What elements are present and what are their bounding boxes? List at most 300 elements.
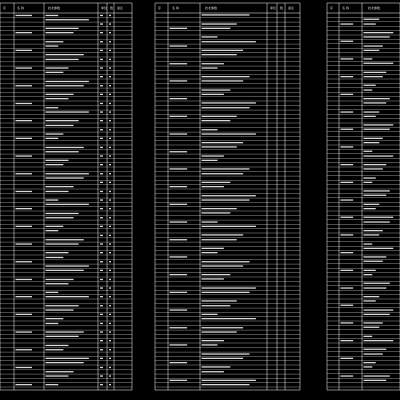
cell-text-block xyxy=(46,265,89,266)
cell-text-block xyxy=(16,261,33,262)
cell-text-block xyxy=(170,344,188,345)
cell-text-block xyxy=(364,296,380,297)
cell-text-block xyxy=(109,261,111,262)
cell-text-block xyxy=(109,305,111,306)
cell-text-block xyxy=(100,296,103,297)
header-unit: 单位 xyxy=(101,6,108,10)
cell-text-block xyxy=(202,94,224,95)
cell-text-block xyxy=(202,67,218,68)
cell-text-block xyxy=(202,305,231,306)
header-spec: 技术参数 xyxy=(48,6,61,10)
cell-text-block xyxy=(100,287,103,288)
cell-text-block xyxy=(202,384,250,385)
cell-text-block xyxy=(46,81,89,82)
cell-text-block xyxy=(109,296,111,297)
cell-text-block xyxy=(364,217,394,218)
cell-text-block xyxy=(170,274,188,275)
cell-text-block xyxy=(364,195,387,196)
cell-text-block xyxy=(109,331,111,332)
cell-text-block xyxy=(16,155,33,156)
cell-text-block xyxy=(170,380,188,381)
cell-text-block xyxy=(109,375,111,376)
cell-text-block xyxy=(109,32,111,33)
cell-text-block xyxy=(46,147,84,148)
cell-text-block xyxy=(170,239,188,240)
cell-text-block xyxy=(341,94,354,95)
cell-text-block xyxy=(364,309,394,310)
cell-text-block xyxy=(202,221,218,222)
cell-text-block xyxy=(100,129,103,130)
cell-text-block xyxy=(46,199,59,200)
cell-text-block xyxy=(109,243,111,244)
cell-text-block xyxy=(46,191,69,192)
cell-text-block xyxy=(202,208,237,209)
cell-text-block xyxy=(202,129,218,130)
cell-text-block xyxy=(202,278,224,279)
cell-text-block xyxy=(46,133,64,134)
cell-text-block xyxy=(100,85,103,86)
cell-text-block xyxy=(100,226,103,227)
cell-text-block xyxy=(341,287,354,288)
cell-text-block xyxy=(109,103,111,104)
cell-text-block xyxy=(364,380,387,381)
cell-text-block xyxy=(109,340,111,341)
header-name: 名 称 xyxy=(17,6,24,10)
cell-text-block xyxy=(202,160,218,161)
cell-text-block xyxy=(109,23,111,24)
cell-text-block xyxy=(364,230,383,231)
cell-text-block xyxy=(46,19,89,20)
cell-text-block xyxy=(364,164,387,165)
cell-text-block xyxy=(46,362,84,363)
cell-text-block xyxy=(109,199,111,200)
cell-text-block xyxy=(16,296,33,297)
cell-text-block xyxy=(16,85,33,86)
cell-text-block xyxy=(364,72,387,73)
cell-text-block xyxy=(341,58,354,59)
cell-text-block xyxy=(364,375,390,376)
cell-text-block xyxy=(364,45,383,46)
cell-text-block xyxy=(170,168,188,169)
cell-text-block xyxy=(364,300,376,301)
cell-text-block xyxy=(100,76,103,77)
cell-text-block xyxy=(46,384,59,385)
cell-text-block xyxy=(202,239,237,240)
cell-text-block xyxy=(109,384,111,385)
cell-text-block xyxy=(46,323,59,324)
cell-text-block xyxy=(46,296,89,297)
cell-text-block xyxy=(202,107,250,108)
cell-text-block xyxy=(109,164,111,165)
cell-text-block xyxy=(100,305,103,306)
cell-text-block xyxy=(100,32,103,33)
cell-text-block xyxy=(202,292,250,293)
cell-text-block xyxy=(16,367,33,368)
cell-text-block xyxy=(202,116,237,117)
cell-text-block xyxy=(109,191,111,192)
cell-text-block xyxy=(109,138,111,139)
cell-text-block xyxy=(100,375,103,376)
cell-text-block xyxy=(364,362,376,363)
cell-text-block xyxy=(16,226,33,227)
cell-text-block xyxy=(202,234,244,235)
cell-text-block xyxy=(109,59,111,60)
cell-text-block xyxy=(100,340,103,341)
cell-text-block xyxy=(100,208,103,209)
cell-text-block xyxy=(202,76,250,77)
cell-text-block xyxy=(364,261,383,262)
cell-text-block xyxy=(364,151,373,152)
cell-text-block xyxy=(46,305,79,306)
cell-text-block xyxy=(202,287,256,288)
cell-text-block xyxy=(341,23,354,24)
cell-text-block xyxy=(364,314,390,315)
cell-text-block xyxy=(364,19,380,20)
cell-text-block xyxy=(46,173,89,174)
cell-text-block xyxy=(364,129,390,130)
cell-text-block xyxy=(46,45,59,46)
header-no: 序 xyxy=(330,6,334,10)
cell-text-block xyxy=(202,314,218,315)
cell-text-block xyxy=(100,358,103,359)
cell-text-block xyxy=(109,358,111,359)
cell-text-block xyxy=(46,270,84,271)
cell-text-block xyxy=(170,221,188,222)
cell-text-block xyxy=(364,283,390,284)
cell-text-block xyxy=(364,102,387,103)
cell-text-block xyxy=(46,138,59,139)
cell-text-block xyxy=(341,340,354,341)
cell-text-block xyxy=(341,375,354,376)
cell-text-block xyxy=(364,190,390,191)
cell-text-block xyxy=(364,204,380,205)
cell-text-block xyxy=(109,226,111,227)
cell-text-block xyxy=(364,327,380,328)
cell-text-block xyxy=(16,138,33,139)
cell-text-block xyxy=(341,252,354,253)
cell-text-block xyxy=(202,186,224,187)
cell-text-block xyxy=(364,116,376,117)
cell-text-block xyxy=(341,111,354,112)
cell-text-block xyxy=(46,243,79,244)
cell-text-block xyxy=(202,155,224,156)
cell-text-block xyxy=(46,186,74,187)
cell-text-block xyxy=(364,353,383,354)
cell-text-block xyxy=(202,261,250,262)
cell-text-block xyxy=(364,182,373,183)
cell-text-block xyxy=(341,41,354,42)
header-spec: 技术参数 xyxy=(368,6,381,10)
header-qty: 数 xyxy=(280,6,284,10)
cell-text-block xyxy=(46,279,74,280)
cell-text-block xyxy=(364,366,373,367)
cell-text-block xyxy=(109,120,111,121)
cell-text-block xyxy=(46,217,74,218)
cell-text-block xyxy=(109,208,111,209)
cell-text-block xyxy=(100,191,103,192)
cell-text-block xyxy=(100,103,103,104)
cell-text-block xyxy=(364,340,394,341)
cell-text-block xyxy=(100,164,103,165)
cell-text-block xyxy=(364,63,394,64)
cell-text-block xyxy=(100,147,103,148)
cell-text-block xyxy=(16,32,33,33)
header-remark: 备注 xyxy=(117,6,124,10)
cell-text-block xyxy=(341,182,354,183)
cell-text-block xyxy=(46,252,69,253)
cell-text-block xyxy=(364,243,373,244)
cell-text-block xyxy=(170,63,188,64)
cell-text-block xyxy=(100,199,103,200)
cell-text-block xyxy=(364,58,373,59)
cell-text-block xyxy=(100,173,103,174)
cell-text-block xyxy=(364,349,387,350)
cell-text-block xyxy=(364,256,387,257)
cell-text-block xyxy=(109,235,111,236)
cell-text-block xyxy=(170,28,188,29)
cell-text-block xyxy=(170,327,188,328)
cell-text-block xyxy=(364,270,376,271)
cell-text-block xyxy=(46,283,69,284)
cell-text-block xyxy=(109,252,111,253)
cell-text-block xyxy=(109,129,111,130)
cell-text-block xyxy=(46,164,64,165)
cell-text-block xyxy=(364,208,376,209)
cell-text-block xyxy=(364,50,380,51)
cell-text-block xyxy=(46,309,74,310)
cell-text-block xyxy=(16,50,33,51)
cell-text-block xyxy=(109,41,111,42)
cell-text-block xyxy=(170,186,188,187)
cell-text-block xyxy=(202,265,244,266)
cell-text-block xyxy=(109,147,111,148)
cell-text-block xyxy=(341,305,354,306)
cell-text-block xyxy=(100,23,103,24)
cell-text-block xyxy=(170,204,188,205)
cell-text-block xyxy=(341,322,354,323)
cell-text-block xyxy=(100,270,103,271)
cell-text-block xyxy=(16,279,33,280)
cell-text-block xyxy=(364,155,394,156)
cell-text-block xyxy=(202,41,256,42)
cell-text-block xyxy=(109,155,111,156)
cell-text-block xyxy=(46,239,84,240)
cell-text-block xyxy=(100,323,103,324)
cell-text-block xyxy=(46,107,59,108)
cell-text-block xyxy=(16,67,33,68)
cell-text-block xyxy=(341,358,354,359)
cell-text-block xyxy=(202,120,231,121)
cell-text-block xyxy=(100,155,103,156)
sheet-right xyxy=(327,3,400,390)
cell-text-block xyxy=(202,63,224,64)
cell-text-block xyxy=(100,41,103,42)
cell-text-block xyxy=(170,362,188,363)
cell-text-block xyxy=(100,252,103,253)
cell-text-block xyxy=(46,28,79,29)
cell-text-block xyxy=(170,80,188,81)
cell-text-block xyxy=(16,331,33,332)
cell-text-block xyxy=(16,208,33,209)
cell-text-block xyxy=(364,168,383,169)
cell-text-block xyxy=(109,111,111,112)
cell-text-block xyxy=(100,243,103,244)
cell-text-block xyxy=(16,349,33,350)
cell-text-block xyxy=(100,331,103,332)
cell-text-block xyxy=(170,98,188,99)
cell-text-block xyxy=(202,358,244,359)
cell-text-block xyxy=(364,142,380,143)
sheet-left xyxy=(0,3,132,390)
cell-text-block xyxy=(202,248,224,249)
cell-text-block xyxy=(202,14,250,15)
cell-text-block xyxy=(364,287,387,288)
cell-text-block xyxy=(341,217,354,218)
cell-text-block xyxy=(46,230,59,231)
cell-text-block xyxy=(202,300,237,301)
cell-text-block xyxy=(100,15,103,16)
cell-text-block xyxy=(46,111,89,112)
cell-text-block xyxy=(109,85,111,86)
header-name: 名 称 xyxy=(172,6,179,10)
cell-text-block xyxy=(202,353,250,354)
cell-text-block xyxy=(170,309,188,310)
cell-text-block xyxy=(100,367,103,368)
cell-text-block xyxy=(109,279,111,280)
cell-text-block xyxy=(100,50,103,51)
cell-text-block xyxy=(202,274,231,275)
cell-text-block xyxy=(109,314,111,315)
cell-text-block xyxy=(46,160,69,161)
cell-text-block xyxy=(100,59,103,60)
cell-text-block xyxy=(109,367,111,368)
cell-text-block xyxy=(202,168,250,169)
cell-text-block xyxy=(170,151,188,152)
cell-text-block xyxy=(170,292,188,293)
cell-text-block xyxy=(46,125,74,126)
cell-text-block xyxy=(46,32,74,33)
cell-text-block xyxy=(364,36,390,37)
cell-text-block xyxy=(202,252,218,253)
cell-text-block xyxy=(364,89,373,90)
cell-text-block xyxy=(46,41,64,42)
cell-text-block xyxy=(364,76,383,77)
cell-text-block xyxy=(46,151,79,152)
cell-text-block xyxy=(16,120,33,121)
cell-text-block xyxy=(46,98,69,99)
cell-text-block xyxy=(341,234,354,235)
cell-text-block xyxy=(100,279,103,280)
cell-text-block xyxy=(109,173,111,174)
cell-text-block xyxy=(170,133,188,134)
cell-text-block xyxy=(202,318,256,319)
cell-text-block xyxy=(364,336,373,337)
cell-text-block xyxy=(109,270,111,271)
cell-text-block xyxy=(202,340,224,341)
cell-text-block xyxy=(46,94,74,95)
cell-text-block xyxy=(46,371,74,372)
cell-text-block xyxy=(202,146,237,147)
cell-text-block xyxy=(202,102,256,103)
cell-text-block xyxy=(202,133,256,134)
cell-text-block xyxy=(364,32,394,33)
cell-text-block xyxy=(170,45,188,46)
cell-text-block xyxy=(364,234,380,235)
cell-text-block xyxy=(109,94,111,95)
cell-text-block xyxy=(46,59,79,60)
cell-text-block xyxy=(364,23,376,24)
cell-text-block xyxy=(46,349,64,350)
cell-text-block xyxy=(109,50,111,51)
header-spec: 技术参数 xyxy=(205,6,218,10)
cell-text-block xyxy=(16,173,33,174)
cell-text-block xyxy=(341,129,354,130)
cell-text-block xyxy=(364,138,383,139)
cell-text-block xyxy=(46,318,64,319)
cell-text-block xyxy=(46,345,69,346)
cell-text-block xyxy=(364,85,376,86)
cell-text-block xyxy=(100,261,103,262)
cell-text-block xyxy=(46,177,84,178)
cell-text-block xyxy=(341,164,354,165)
cell-text-block xyxy=(364,248,394,249)
cell-text-block xyxy=(202,182,231,183)
cell-text-block xyxy=(109,349,111,350)
cell-text-block xyxy=(109,182,111,183)
cell-text-block xyxy=(364,124,394,125)
cell-text-block xyxy=(100,138,103,139)
cell-text-block xyxy=(202,23,237,24)
cell-text-block xyxy=(16,191,33,192)
cell-text-block xyxy=(100,182,103,183)
cell-text-block xyxy=(341,146,354,147)
cell-text-block xyxy=(46,204,89,205)
header-no: 序 xyxy=(158,6,162,10)
cell-text-block xyxy=(364,274,373,275)
cell-text-block xyxy=(46,375,69,376)
cell-text-block xyxy=(202,331,237,332)
cell-text-block xyxy=(202,142,244,143)
cell-text-block xyxy=(100,384,103,385)
cell-text-block xyxy=(364,98,390,99)
cell-text-block xyxy=(46,331,84,332)
cell-text-block xyxy=(109,217,111,218)
cell-text-block xyxy=(202,199,250,200)
cell-text-block xyxy=(202,89,231,90)
cell-text-block xyxy=(364,322,383,323)
cell-text-block xyxy=(16,314,33,315)
cell-text-block xyxy=(109,287,111,288)
cell-text-block xyxy=(341,76,354,77)
cell-text-block xyxy=(202,371,224,372)
cell-text-block xyxy=(202,50,244,51)
cell-text-block xyxy=(100,120,103,121)
cell-text-block xyxy=(16,15,33,16)
cell-text-block xyxy=(46,15,59,16)
cell-text-block xyxy=(170,256,188,257)
cell-text-block xyxy=(46,257,64,258)
header-name: 名 称 xyxy=(342,6,349,10)
cell-text-block xyxy=(16,103,33,104)
cell-text-block xyxy=(100,67,103,68)
cell-text-block xyxy=(202,36,218,37)
cell-text-block xyxy=(202,195,256,196)
cell-text-block xyxy=(46,120,79,121)
cell-text-block xyxy=(46,67,69,68)
cell-text-block xyxy=(100,111,103,112)
cell-text-block xyxy=(46,85,84,86)
cell-text-block xyxy=(202,380,256,381)
